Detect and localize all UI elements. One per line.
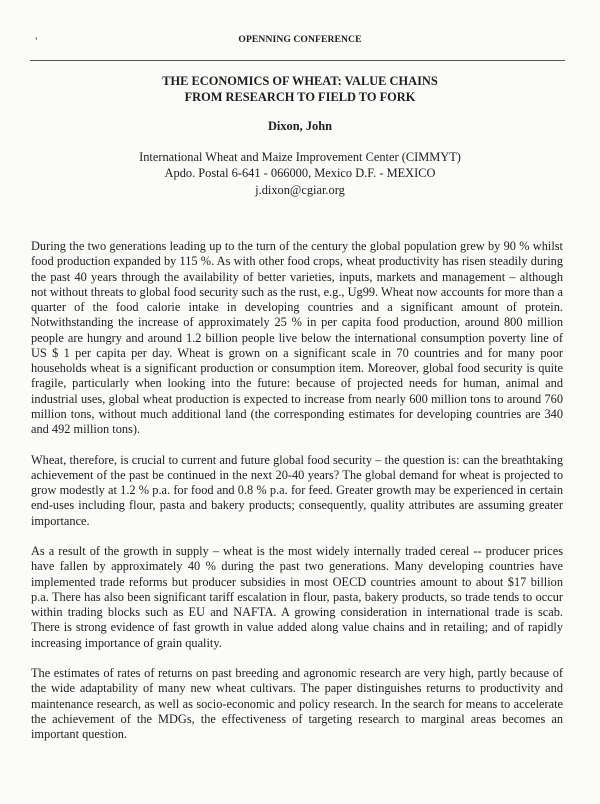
header-divider [30,60,565,61]
article-title [0,73,600,105]
running-header: OPENNING CONFERENCE [238,34,362,45]
page-mark: ' [35,36,38,46]
affiliation-email: j.dixon@cgiar.org [255,182,345,197]
paragraph: As a result of the growth in supply – wheat is the most widely internally traded cereal -- producer prices have fallen by approximately 40 % during the past two generations. Many developing countries have implemented trade reforms but producer subsidies in most OECD countries amount to about $17 billion p.a. There has also been significant tariff escalation in flour, pasta, bakery products, so trade tends to occur within trading blocks such as EU and NAFTA. A growing consideration in international trade is scab. There is strong evidence of fast growth in value added along value chains and in retailing; and of rapidly increasing importance of grain quality. [31,544,563,650]
affiliation-address: Apdo. Postal 6-641 - 066000, Mexico D.F. - MEXICO [164,166,436,181]
abstract-body [31,239,563,758]
author-affiliation [0,149,600,198]
paragraph: During the two generations leading up to the turn of the century the global population grew by 90 % whilst food production expanded by 115 %. As with other food crops, wheat productivity has risen steadily during the past 40 years through the availability of better varieties, inputs, markets and management – although not without threats to global food security such as the rust, e.g., Ug99. Wheat now accounts for more than a quarter of the food calorie intake in developing countries and a significant amount of protein. Notwithstanding the increase of approximately 25 % in per capita food production, around 800 million people are hungry and around 1.2 billion people live below the international consumption poverty line of US $ 1 per capita per day. Wheat is grown on a significant scale in 70 countries and for many poor households wheat is a significant production or consumption item. Moreover, global food security is quite fragile, particularly when looking into the future: because of projected needs for human, animal and industrial uses, global wheat production is expected to increase from nearly 600 million tons to around 760 million tons, without much additional land (the corresponding estimates for developing countries are 340 and 492 million tons). [31,239,563,436]
article-title-line-2: FROM RESEARCH TO FIELD TO FORK [184,90,416,104]
paragraph: Wheat, therefore, is crucial to current and future global food security – the question is: can the breathtaking achievement of the past be continued in the next 20-40 years? The global demand for wheat is projected to grow modestly at 1.2 % p.a. for food and 0.8 % p.a. for feed. Greater growth may be experienced in certain end-uses including flour, pasta and bakery products; consequently, quality attributes are assuming greater importance. [31,452,563,528]
paragraph: The estimates of rates of returns on past breeding and agronomic research are very high, partly because of the wide adaptability of many new wheat cultivars. The paper distinguishes returns to productivity and maintenance research, as well as socio-economic and policy research. In the search for means to accelerate the achievement of the MDGs, the effectiveness of targeting research to marginal areas becomes an important question. [31,666,563,742]
author-name: Dixon, John [267,119,333,133]
affiliation-institution: International Wheat and Maize Improvement Center (CIMMYT) [139,150,461,164]
article-title-line-1: THE ECONOMICS OF WHEAT: VALUE CHAINS [162,74,438,88]
